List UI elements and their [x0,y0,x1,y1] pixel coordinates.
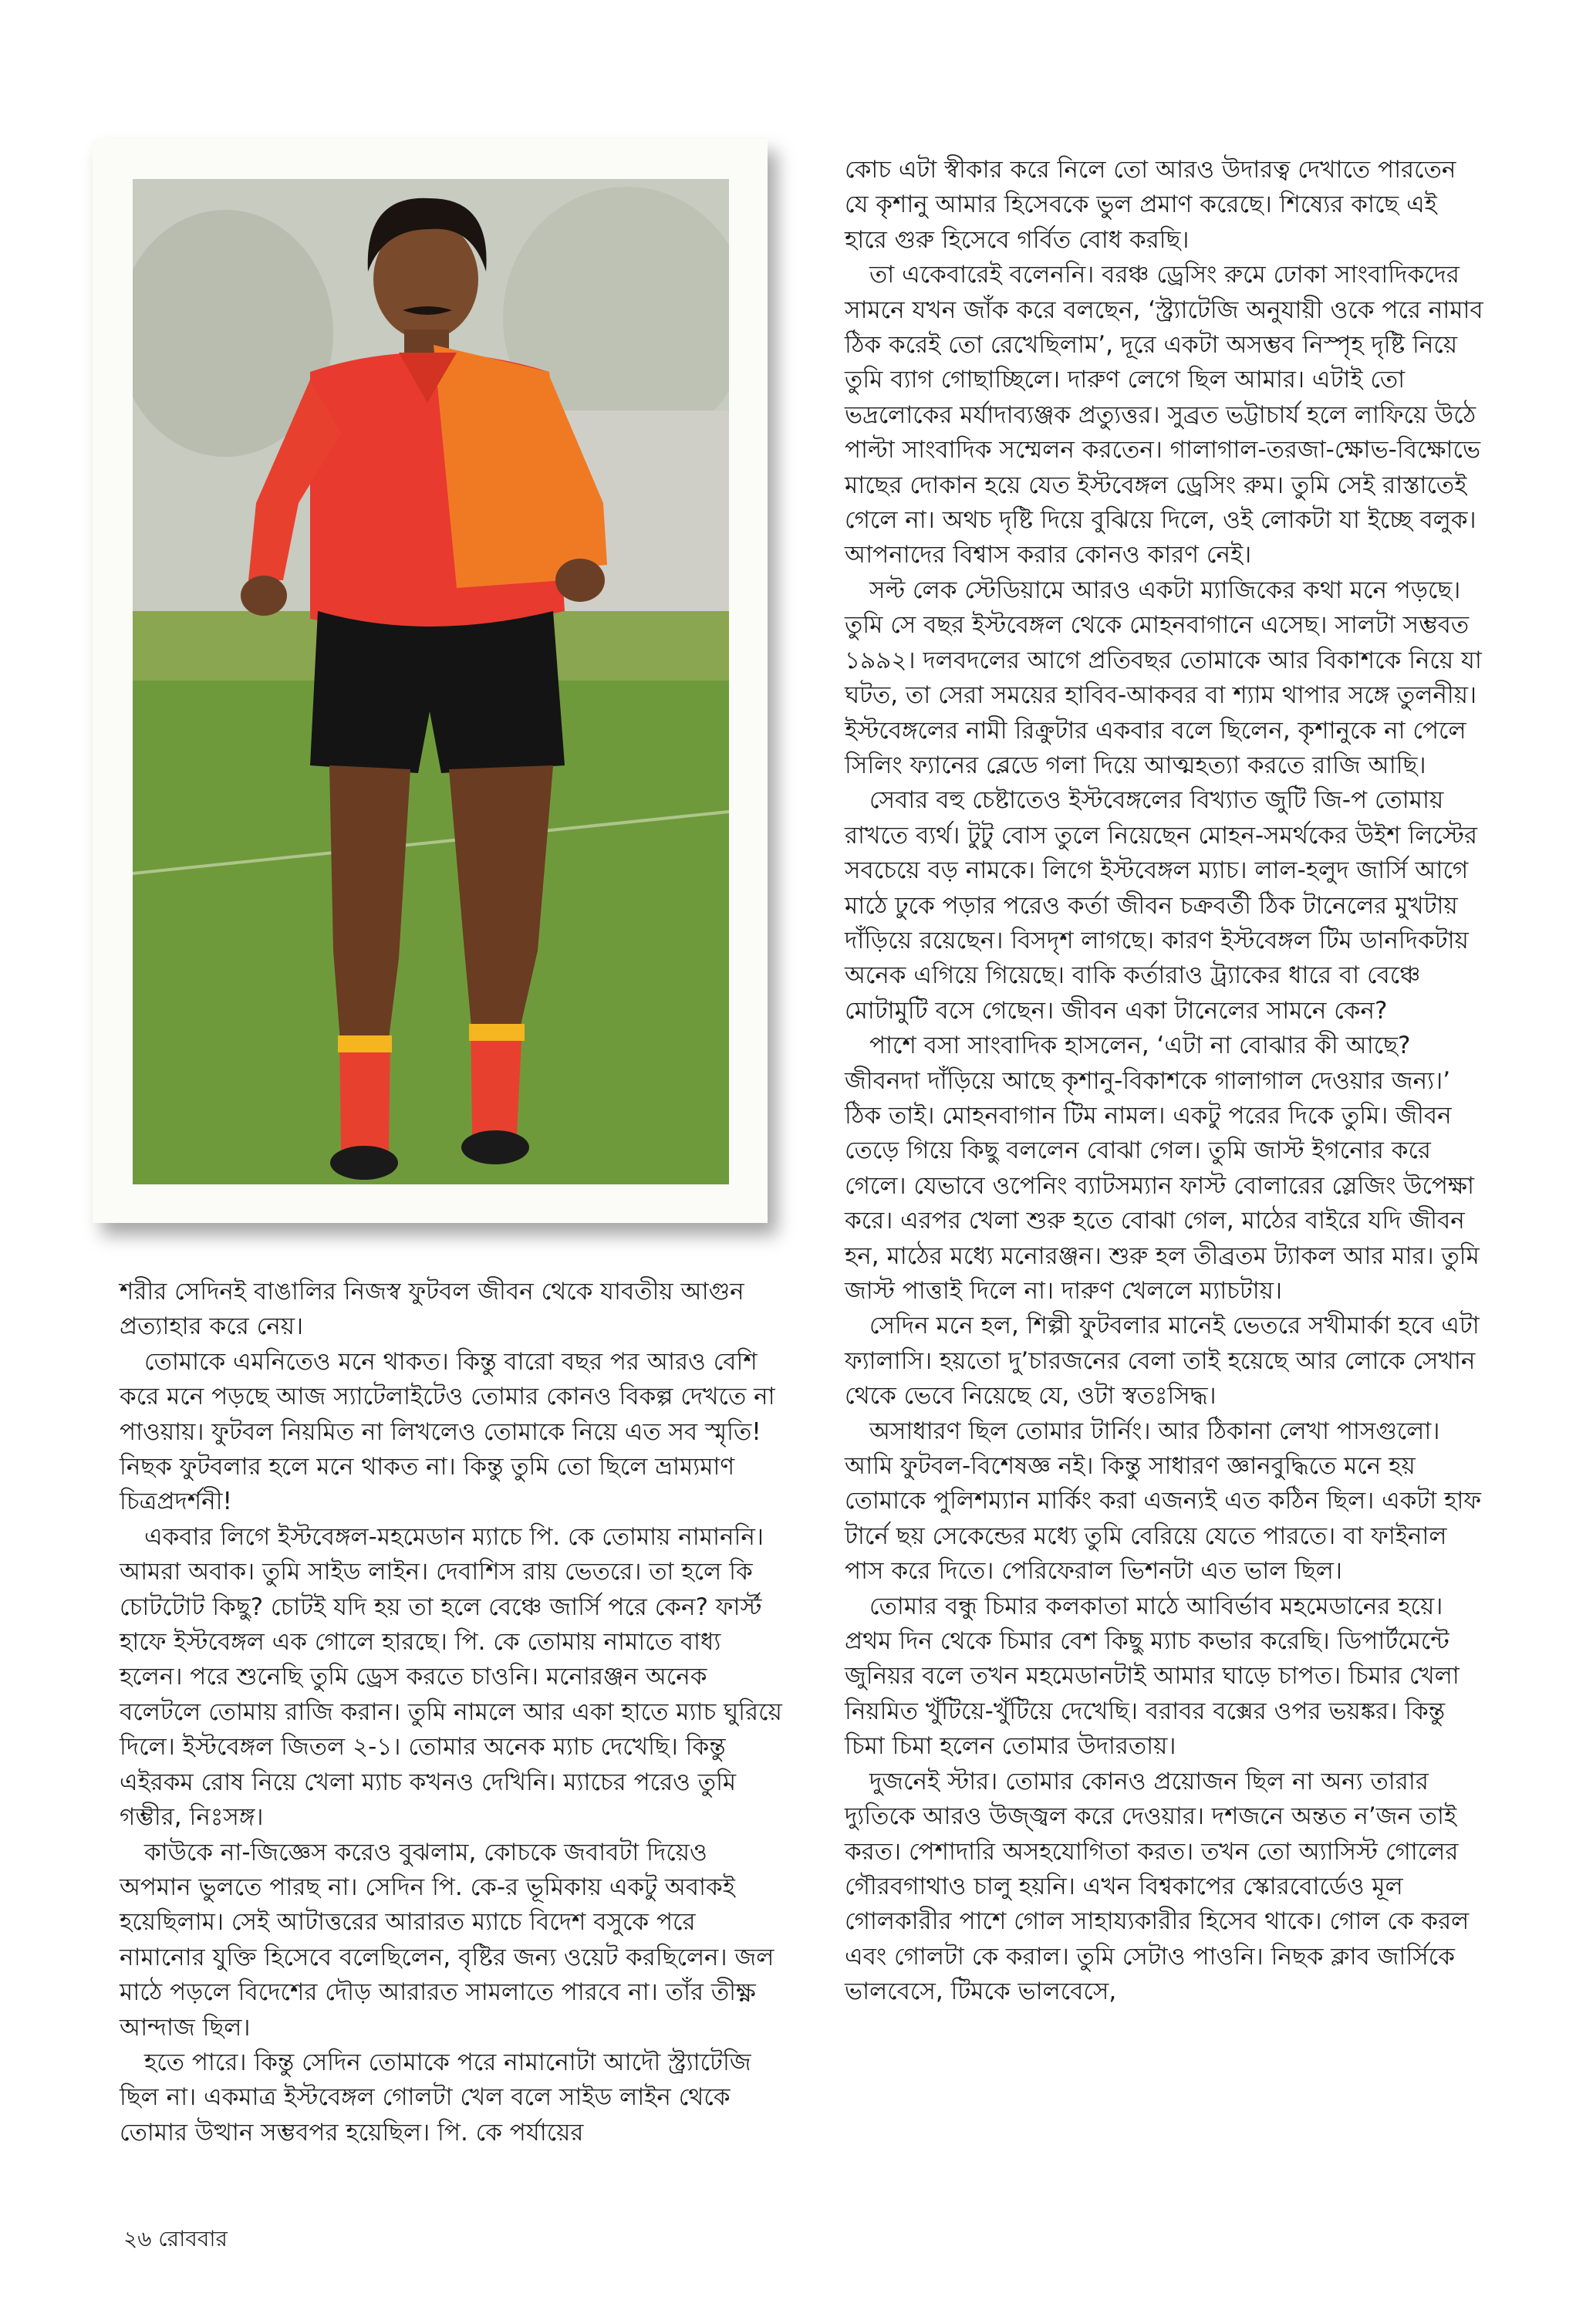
paragraph: হতে পারে। কিন্তু সেদিন তোমাকে পরে নামানোটা আদৌ স্ট্র্যাটেজি ছিল না। একমাত্র ইস্টবেঙ্গল গোলটা খেল বলে সাইড লাইন থেকে তোমার উত্থান সম্ভবপর হয়েছিল। পি. কে পর্যায়ের [120,2048,751,2147]
paragraph: সেদিন মনে হল, শিল্পী ফুটবলার মানেই ভেতরে সখীমার্কা হবে এটা ফ্যালাসি। হয়তো দু’চারজনের বেলা তাই হয়েছে আর লোকে সেখান থেকে ভেবে নিয়েছে যে, ওটা স্বতঃসিদ্ধ। [845,1312,1480,1410]
paragraph: তোমার বন্ধু চিমার কলকাতা মাঠে আবির্ভাব মহমেডানের হয়ে। প্রথম দিন থেকে চিমার বেশ কিছু ম্যাচ কভার করেছি। ডিপার্টমেন্টে জুনিয়র বলে তখন মহমেডানটাই আমার ঘাড়ে চাপত। চিমার খেলা নিয়মিত খুঁটিয়ে-খুঁটিয়ে দেখেছি। বরাবর বক্সের ওপর ভয়ঙ্কর। কিন্তু চিমা চিমা হলেন তোমার উদারতায়। [845,1592,1460,1761]
paragraph: তোমাকে এমনিতেও মনে থাকত। কিন্তু বারো বছর পর আরও বেশি করে মনে পড়ছে আজ স্যাটেলাইটেও তোমার কোনও বিকল্প দেখতে না পাওয়ায়। ফুটবল নিয়মিত না লিখলেও তোমাকে নিয়ে এত সব স্মৃতি! নিছক ফুটবলার হলে মনে থাকত না। কিন্তু তুমি তো ছিলে ভ্রাম্যমাণ চিত্রপ্রদর্শনী! [120,1347,775,1516]
paragraph: পাশে বসা সাংবাদিক হাসলেন, ‘এটা না বোঝার কী আছে? জীবনদা দাঁড়িয়ে আছে কৃশানু-বিকাশকে গালাগাল দেওয়ার জন্য।’ ঠিক তাই। মোহনবাগান টিম নামল। একটু পরের দিকে তুমি। জীবন তেড়ে গিয়ে কিছু বললেন বোঝা গেল। তুমি জাস্ট ইগনোর করে গেলে। যেভাবে ওপেনিং ব্যাটসম্যান ফাস্ট বোলারের স্লেজিং উপেক্ষা করে। এরপর খেলা শুরু হতে বোঝা গেল, মাঠের বাইরে যদি জীবন হন, মাঠের মধ্যে মনোরঞ্জন। শুরু হল তীব্রতম ট্যাকল আর মার। তুমি জাস্ট পাত্তাই দিলে না। দারুণ খেললে ম্যাচটায়। [845,1032,1480,1305]
paragraph: কাউকে না-জিজ্ঞেস করেও বুঝলাম, কোচকে জবাবটা দিয়েও অপমান ভুলতে পারছ না। সেদিন পি. কে-র ভূমিকায় একটু অবাকই হয়েছিলাম। সেই আটাত্তরের আরারত ম্যাচে বিদেশ বসুকে পরে নামানোর যুক্তি হিসেবে বলেছিলেন, বৃষ্টির জন্য ওয়েট করছিলেন। জল মাঠে পড়লে বিদেশের দৌড় আরারত সামলাতে পারবে না। তাঁর তীক্ষ্ণ আন্দাজ ছিল। [120,1838,775,2042]
paragraph: তা একেবারেই বলেননি। বরঞ্চ ড্রেসিং রুমে ঢোকা সাংবাদিকদের সামনে যখন জাঁক করে বলছেন, ‘স্ট্র্যাটেজি অনুযায়ী ওকে পরে নামাব ঠিক করেই তো রেখেছিলাম’, দূরে একটা অসম্ভব নিস্পৃহ দৃষ্টি নিয়ে তুমি ব্যাগ গোছাচ্ছিলে। দারুণ লেগে ছিল আমার। এটাই তো ভদ্রলোকের মর্যাদাব্যঞ্জক প্রত্যুত্তর। সুব্রত ভট্টাচার্য হলে লাফিয়ে উঠে পাল্টা সাংবাদিক সম্মেলন করতেন। গালাগাল-তরজা-ক্ষোভ-বিক্ষোভে মাছের দোকান হয়ে যেত ইস্টবেঙ্গল ড্রেসিং রুম। তুমি সেই রাস্তাতেই গেলে না। অথচ দৃষ্টি দিয়ে বুঝিয়ে দিলে, ওই লোকটা যা ইচ্ছে বলুক। আপনাদের বিশ্বাস করার কোনও কারণ নেই। [845,261,1483,569]
paragraph: কোচ এটা স্বীকার করে নিলে তো আরও উদারত্ব দেখাতে পারতেন যে কৃশানু আমার হিসেবকে ভুল প্রমাণ করেছে। শিষ্যের কাছে এই হারে গুরু হিসেবে গর্বিত বোধ করছি। [845,156,1456,254]
page-folio: ২৬ রোববার [123,2226,228,2251]
article-right-column [845,153,1485,2010]
paragraph: দুজনেই স্টার। তোমার কোনও প্রয়োজন ছিল না অন্য তারার দ্যুতিকে আরও উজ্জ্বল করে দেওয়ার। দশজনে অন্তত ন’জন তাই করত। পেশাদারি অসহযোগিতা করত। তখন তো অ্যাসিস্ট গোলের গৌরবগাথাও চালু হয়নি। এখন বিশ্বকাপের স্কোরবোর্ডেও মূল গোলকারীর পাশে গোল সাহায্যকারীর হিসেব থাকে। গোল কে করল এবং গোলটা কে করাল। তুমি সেটাও পাওনি। নিছক ক্লাব জার্সিকে ভালবেসে, টিমকে ভালবেসে, [845,1767,1470,2006]
photo-frame [93,139,768,1223]
paragraph: শরীর সেদিনই বাঙালির নিজস্ব ফুটবল জীবন থেকে যাবতীয় আগুন প্রত্যাহার করে নেয়। [120,1278,744,1341]
footballer-photo [133,179,729,1184]
paragraph: অসাধারণ ছিল তোমার টার্নিং। আর ঠিকানা লেখা পাসগুলো। আমি ফুটবল-বিশেষজ্ঞ নই। কিন্তু সাধারণ জ্ঞানবুদ্ধিতে মনে হয় তোমাকে পুলিশম্যান মার্কিং করা এজন্যই এত কঠিন ছিল। একটা হাফ টার্নে ছয় সেকেন্ডের মধ্যে তুমি বেরিয়ে যেতে পারতে। বা ফাইনাল পাস করে দিতে। পেরিফেরাল ভিশনটা এত ভাল ছিল। [845,1417,1482,1586]
paragraph: সেবার বহু চেষ্টাতেও ইস্টবেঙ্গলের বিখ্যাত জুটি জি-প তোমায় রাখতে ব্যর্থ। টুটু বোস তুলে নিয়েছেন মোহন-সমর্থকের উইশ লিস্টের সবচেয়ে বড় নামকে। লিগে ইস্টবেঙ্গল ম্যাচ। লাল-হলুদ জার্সি আগে মাঠে ঢুকে পড়ার পরেও কর্তা জীবন চক্রবর্তী ঠিক টানেলের মুখটায় দাঁড়িয়ে রয়েছেন। বিসদৃশ লাগছে। কারণ ইস্টবেঙ্গল টিম ডানদিকটায় অনেক এগিয়ে গিয়েছে। বাকি কর্তারাও ট্র্যাকের ধারে বা বেঞ্চে মোটামুটি বসে গেছেন। জীবন একা টানেলের সামনে কেন? [845,786,1478,1025]
article-left-column [120,1275,783,2150]
paragraph: একবার লিগে ইস্টবেঙ্গল-মহমেডান ম্যাচে পি. কে তোমায় নামাননি। আমরা অবাক। তুমি সাইড লাইন। দেবাশিস রায় ভেতরে। তা হলে কি চোটটোট কিছু? চোটই যদি হয় তা হলে বেঞ্চে জার্সি পরে কেন? ফার্স্ট হাফে ইস্টবেঙ্গল এক গোলে হারছে। পি. কে তোমায় নামাতে বাধ্য হলেন। পরে শুনেছি তুমি ড্রেস করতে চাওনি। মনোরঞ্জন অনেক বলেটলে তোমায় রাজি করান। তুমি নামলে আর একা হাতে ম্যাচ ঘুরিয়ে দিলে। ইস্টবেঙ্গল জিতল ২-১। তোমার অনেক ম্যাচ দেখেছি। কিন্তু এইরকম রোষ নিয়ে খেলা ম্যাচ কখনও দেখিনি। ম্যাচের পরেও তুমি গম্ভীর, নিঃসঙ্গ। [120,1522,782,1832]
paragraph: সল্ট লেক স্টেডিয়ামে আরও একটা ম্যাজিকের কথা মনে পড়ছে। তুমি সে বছর ইস্টবেঙ্গল থেকে মোহনবাগানে এসেছ। সালটা সম্ভবত ১৯৯২। দলবদলের আগে প্রতিবছর তোমাকে আর বিকাশকে নিয়ে যা ঘটত, তা সেরা সময়ের হাবিব-আকবর বা শ্যাম থাপার সঙ্গে তুলনীয়। ইস্টবেঙ্গলের নামী রিক্রুটার একবার বলে ছিলেন, কৃশানুকে না পেলে সিলিং ফ্যানের ব্লেডে গলা দিয়ে আত্মহত্যা করতে রাজি আছি। [845,576,1482,779]
footballer-illustration [133,179,729,1184]
